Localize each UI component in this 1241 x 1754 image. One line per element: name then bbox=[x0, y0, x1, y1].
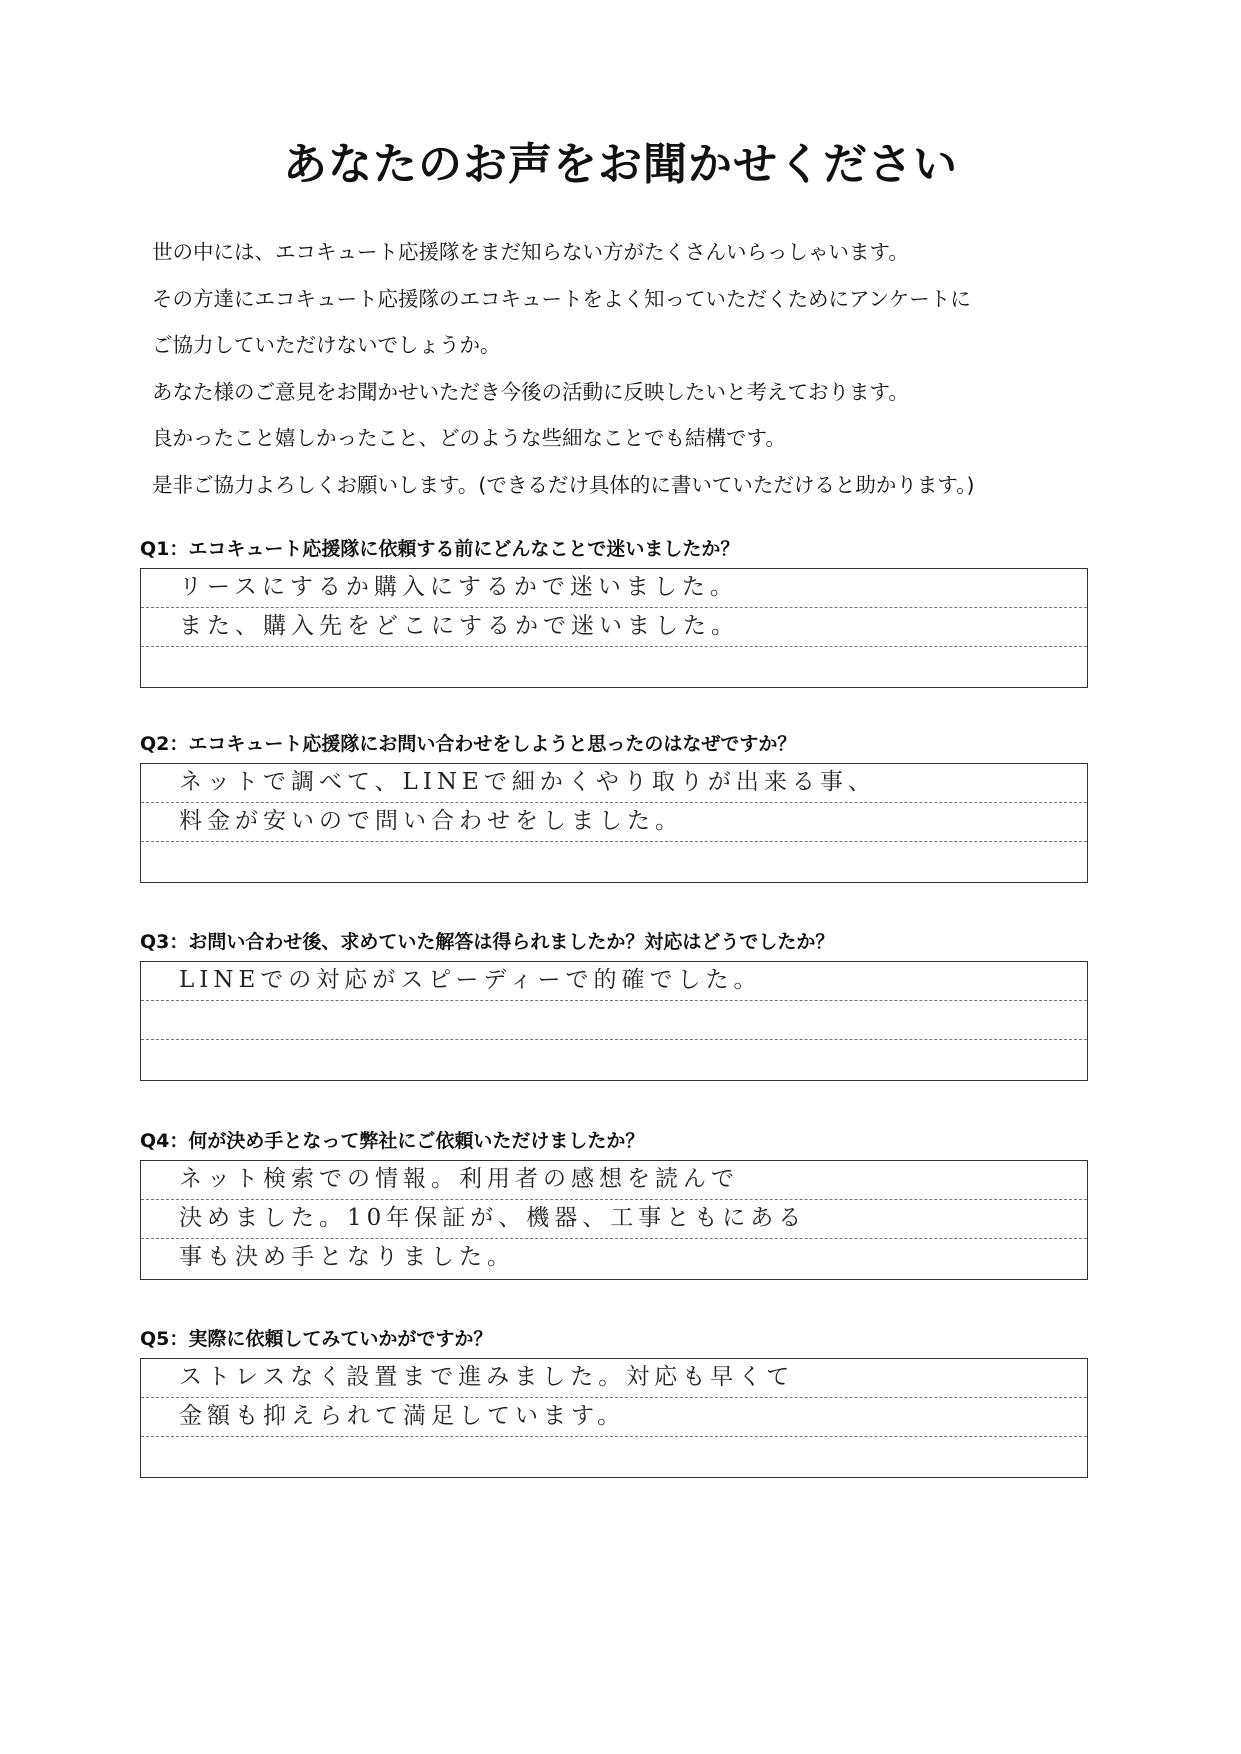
question-5 bbox=[140, 1328, 1088, 1478]
intro-text bbox=[152, 232, 1112, 511]
answer-line: ネット検索での情報。利用者の感想を読んで bbox=[141, 1161, 1087, 1200]
answer-box bbox=[140, 763, 1088, 883]
answer-line: 料金が安いので問い合わせをしました。 bbox=[141, 803, 1087, 842]
answer-line: また、購入先をどこにするかで迷いました。 bbox=[141, 608, 1087, 647]
answer-box bbox=[140, 1358, 1088, 1478]
question-label: Q4：何が決め手となって弊社にご依頼いただけましたか？ bbox=[140, 1130, 645, 1152]
answer-line: 金額も抑えられて満足しています。 bbox=[141, 1398, 1087, 1437]
intro-line: 良かったこと嬉しかったこと、どのような些細なことでも結構です。 bbox=[152, 426, 786, 450]
question-1 bbox=[140, 538, 1088, 688]
answer-line: LINEでの対応がスピーディーで的確でした。 bbox=[141, 962, 1087, 1001]
intro-line: あなた様のご意見をお聞かせいただき今後の活動に反映したいと考えております。 bbox=[152, 379, 909, 404]
question-label: Q2：エコキュート応援隊にお問い合わせをしようと思ったのはなぜですか？ bbox=[140, 733, 797, 755]
answer-line: ストレスなく設置まで進みました。対応も早くて bbox=[141, 1359, 1087, 1398]
question-3 bbox=[140, 931, 1088, 1081]
question-label: Q5：実際に依頼してみていかがですか？ bbox=[140, 1328, 493, 1350]
question-label: Q3：お問い合わせ後、求めていた解答は得られましたか？対応はどうでしたか？ bbox=[140, 931, 835, 953]
intro-line: 世の中には、エコキュート応援隊をまだ知らない方がたくさんいらっしゃいます。 bbox=[152, 240, 909, 264]
page-title: あなたのお声をお聞かせください bbox=[283, 139, 958, 190]
answer-line: 事も決め手となりました。 bbox=[179, 1244, 515, 1270]
answer-line bbox=[141, 1437, 1087, 1475]
question-4 bbox=[140, 1130, 1088, 1280]
intro-line: その方達にエコキュート応援隊のエコキュートをよく知っていただくためにアンケートに bbox=[152, 286, 971, 311]
answer-line: ネットで調べて、LINEで細かくやり取りが出来る事、 bbox=[141, 764, 1087, 803]
answer-box bbox=[140, 1160, 1088, 1280]
answer-line bbox=[141, 647, 1087, 685]
answer-box bbox=[140, 568, 1088, 688]
answer-line bbox=[141, 842, 1087, 880]
question-2 bbox=[140, 733, 1088, 883]
question-label: Q1：エコキュート応援隊に依頼する前にどんなことで迷いましたか？ bbox=[140, 538, 740, 560]
answer-line bbox=[141, 1040, 1087, 1078]
answer-line: リースにするか購入にするかで迷いました。 bbox=[141, 569, 1087, 608]
intro-line: 是非ご協力よろしくお願いします。(できるだけ具体的に書いていただけると助かります。) bbox=[152, 472, 975, 497]
answer-box bbox=[140, 961, 1088, 1081]
intro-line: ご協力していただけないでしょうか。 bbox=[152, 333, 501, 357]
answer-line bbox=[141, 1001, 1087, 1040]
answer-line: 決めました。10年保証が、機器、工事ともにある bbox=[141, 1200, 1087, 1239]
